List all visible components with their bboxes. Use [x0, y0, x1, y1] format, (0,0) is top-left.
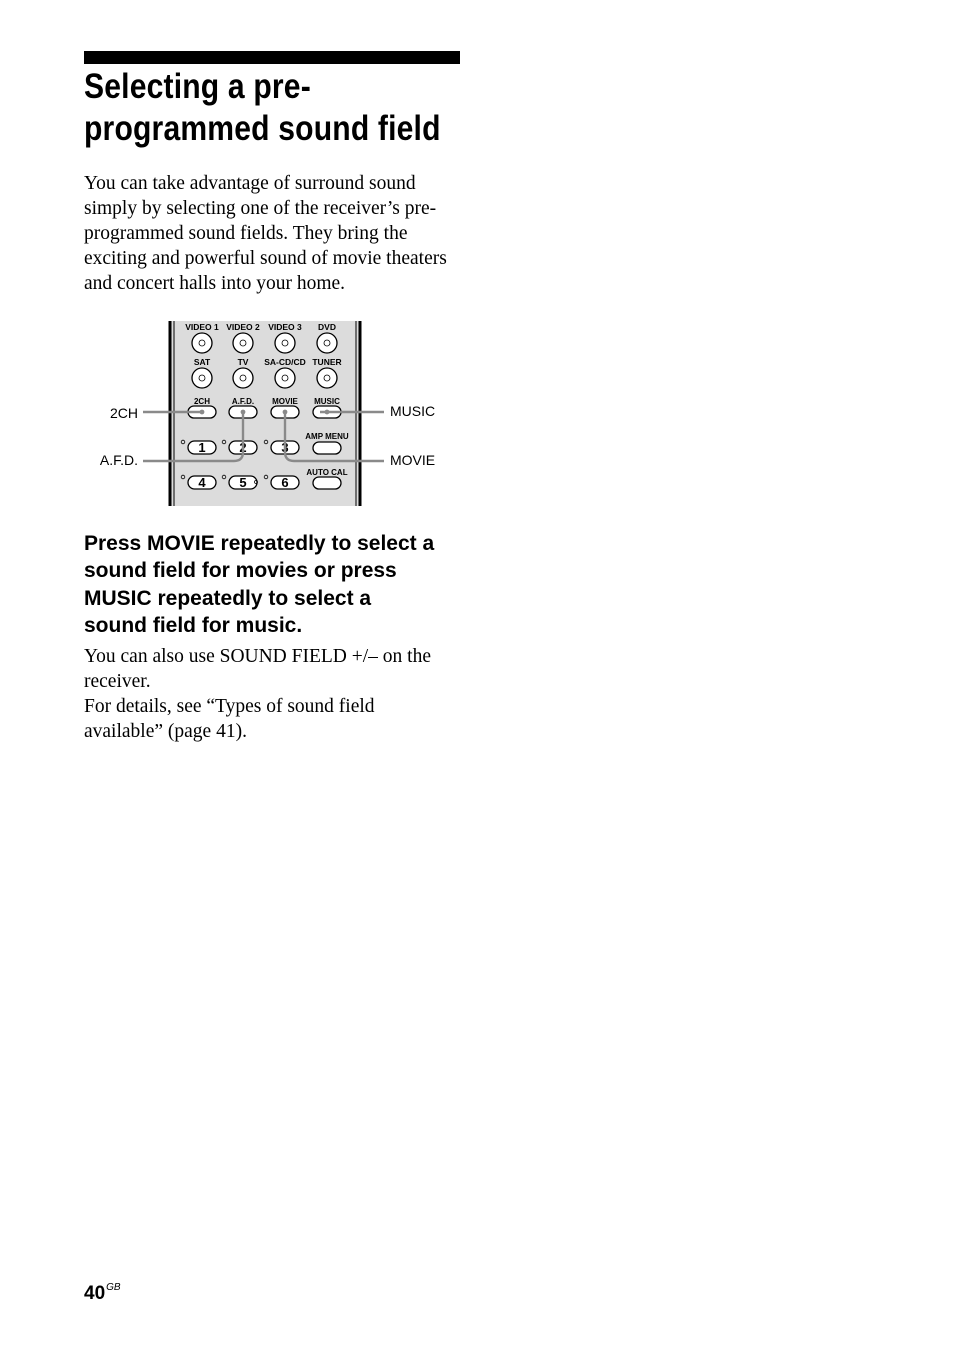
note-line: receiver.	[84, 671, 151, 692]
video1-button[interactable]	[192, 333, 212, 353]
dvd-button[interactable]	[317, 333, 337, 353]
page-number	[84, 1282, 121, 1305]
remote-label-video2: VIDEO 2	[226, 322, 260, 332]
remote-label-video3: VIDEO 3	[268, 322, 302, 332]
step-line: sound field for music.	[84, 613, 303, 637]
digit-1-label: 1	[198, 440, 206, 455]
tv-button[interactable]	[233, 368, 253, 388]
intro-line: simply by selecting one of the receiver’s pre-	[84, 198, 437, 219]
intro-line: exciting and powerful sound of movie theaters	[84, 248, 447, 269]
digit-3-label: 3	[281, 440, 289, 455]
auto-cal-button[interactable]	[313, 477, 341, 489]
note-line: For details, see “Types of sound field	[84, 696, 375, 717]
digit-2-label: 2	[239, 440, 247, 455]
intro-line: programmed sound fields. They bring the	[84, 223, 408, 244]
intro-paragraph	[84, 171, 464, 296]
remote-label-video1: VIDEO 1	[185, 322, 219, 332]
digit-5-label: 5	[239, 475, 247, 490]
video3-button[interactable]	[275, 333, 295, 353]
amp-menu-button[interactable]	[313, 442, 341, 454]
callout-2ch: 2CH	[109, 405, 138, 421]
title-line: programmed sound field	[84, 109, 441, 148]
remote-label-amp-menu: AMP MENU	[305, 432, 349, 441]
remote-label-sat: SAT	[193, 357, 211, 367]
remote-label-afd: A.F.D.	[231, 397, 255, 406]
title-rule	[84, 51, 460, 64]
step-line: Press MOVIE repeatedly to select a	[84, 532, 435, 555]
tuner-button[interactable]	[317, 368, 337, 388]
step-line: MUSIC repeatedly to select a	[84, 586, 372, 610]
page-number-value: 40	[84, 1283, 106, 1304]
step-line: sound field for movies or press	[84, 559, 397, 583]
remote-label-2ch: 2CH	[193, 397, 211, 406]
remote-label-auto-cal: AUTO CAL	[306, 468, 348, 477]
step-notes	[84, 644, 464, 744]
remote-label-dvd: DVD	[318, 322, 336, 332]
intro-line: and concert halls into your home.	[84, 273, 346, 294]
digit-6-label: 6	[281, 475, 289, 490]
note-line: You can also use SOUND FIELD +/– on the	[84, 646, 432, 667]
remote-label-music: MUSIC	[314, 397, 340, 406]
callout-afd: A.F.D.	[99, 452, 138, 468]
remote-label-sacd: SA-CD/CD	[264, 357, 306, 367]
note-line: available” (page 41).	[84, 721, 247, 742]
page-number-suffix: GB	[106, 1282, 121, 1293]
remote-label-tuner: TUNER	[312, 357, 342, 367]
sat-button[interactable]	[192, 368, 212, 388]
sacd-button[interactable]	[275, 368, 295, 388]
title-line: Selecting a pre-	[84, 67, 311, 106]
digit-4-label: 4	[198, 475, 206, 490]
intro-line: You can take advantage of surround sound	[84, 173, 416, 194]
remote-label-movie: MOVIE	[272, 397, 298, 406]
callout-movie: MOVIE	[390, 452, 436, 468]
video2-button[interactable]	[233, 333, 253, 353]
step-instruction	[84, 530, 464, 639]
page-title	[84, 66, 441, 150]
remote-label-tv: TV	[237, 357, 249, 367]
remote-illustration	[90, 316, 450, 506]
callout-music: MUSIC	[390, 403, 436, 419]
